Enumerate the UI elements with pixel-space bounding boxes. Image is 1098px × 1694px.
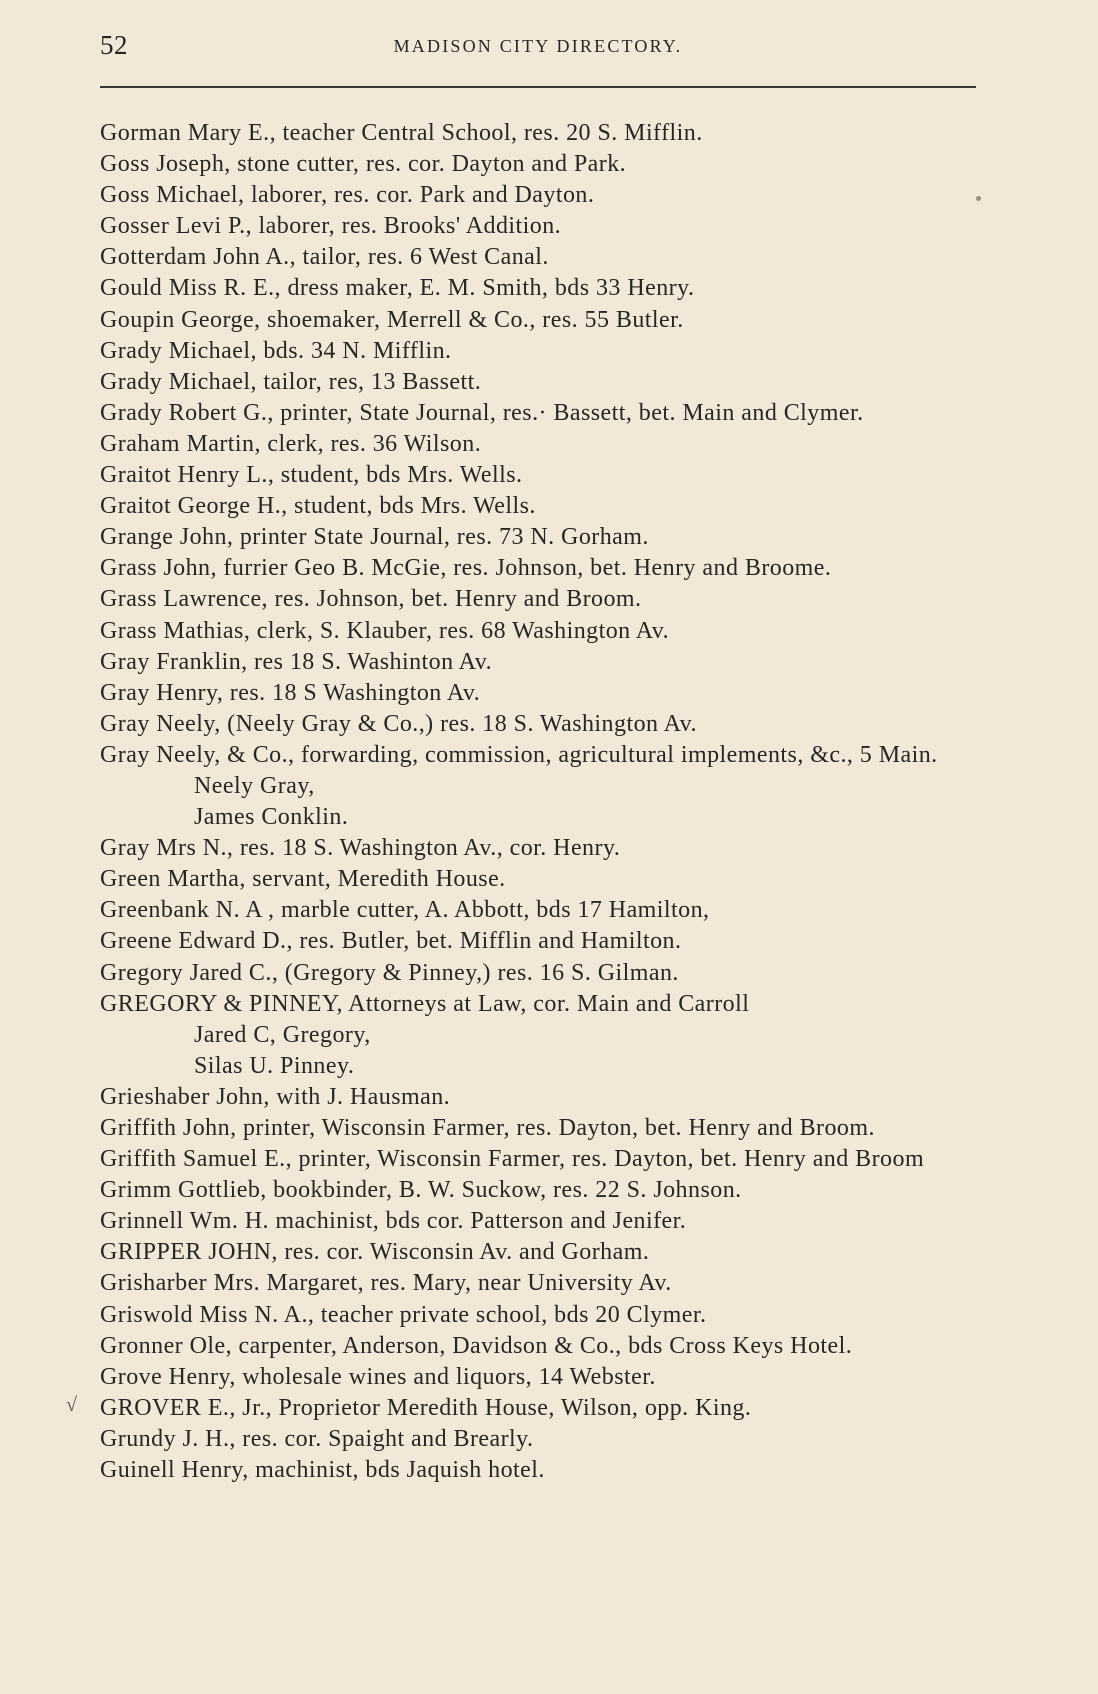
directory-entry: GROVER E., Jr., Proprietor Meredith House, Wilson, opp. King. [100, 1394, 752, 1421]
directory-entry: GRIPPER JOHN, res. cor. Wisconsin Av. and Gorham. [100, 1239, 650, 1266]
directory-entry: Grady Michael, tailor, res, 13 Bassett. [100, 368, 482, 395]
directory-entry: GREGORY & PINNEY, Attorneys at Law, cor. Main and Carroll [100, 990, 750, 1017]
directory-subentry: James Conklin. [194, 804, 349, 831]
directory-entry: Graitot Henry L., student, bds Mrs. Wells. [100, 462, 523, 489]
directory-entry: Grange John, printer State Journal, res. 73 N. Gorham. [100, 524, 649, 551]
directory-entry: Gotterdam John A., tailor, res. 6 West Canal. [100, 244, 549, 271]
directory-entry: Griffith John, printer, Wisconsin Farmer, res. Dayton, bet. Henry and Broom. [100, 1115, 875, 1141]
directory-entry: Goss Joseph, stone cutter, res. cor. Dayton and Park. [100, 151, 627, 178]
directory-entry: Graham Martin, clerk, res. 36 Wilson. [100, 430, 482, 457]
directory-entry: Gray Neely, & Co., forwarding, commission, agricultural implements, &c., 5 Main. [100, 741, 938, 768]
directory-entry: Gould Miss R. E., dress maker, E. M. Smith, bds 33 Henry. [100, 275, 695, 302]
directory-entry: Gray Neely, (Neely Gray & Co.,) res. 18 S. Washington Av. [100, 710, 697, 737]
margin-check-mark: √ [66, 1394, 77, 1416]
directory-entry: Gronner Ole, carpenter, Anderson, Davidson & Co., bds Cross Keys Hotel. [100, 1332, 853, 1359]
directory-entry: Guinell Henry, machinist, bds Jaquish hotel. [100, 1457, 545, 1484]
directory-entry: Grass Lawrence, res. Johnson, bet. Henry and Broom. [100, 586, 642, 613]
directory-entry: Grass John, furrier Geo B. McGie, res. Johnson, bet. Henry and Broome. [100, 555, 832, 582]
directory-entry: Grieshaber John, with J. Hausman. [100, 1083, 451, 1110]
directory-entry: Grundy J. H., res. cor. Spaight and Brearly. [100, 1425, 534, 1452]
directory-entry: Greenbank N. A , marble cutter, A. Abbott, bds 17 Hamilton, [100, 897, 710, 924]
directory-entry: Gregory Jared C., (Gregory & Pinney,) res. 16 S. Gilman. [100, 959, 679, 986]
directory-entry: Gray Mrs N., res. 18 S. Washington Av., cor. Henry. [100, 835, 621, 862]
directory-entry: Griswold Miss N. A., teacher private school, bds 20 Clymer. [100, 1301, 707, 1328]
directory-entry: Greene Edward D., res. Butler, bet. Mifflin and Hamilton. [100, 928, 682, 955]
directory-entry: Goss Michael, laborer, res. cor. Park and Dayton. [100, 182, 595, 209]
directory-entry: Griffith Samuel E., printer, Wisconsin Farmer, res. Dayton, bet. Henry and Broom [100, 1146, 925, 1173]
directory-entry: Gray Henry, res. 18 S Washington Av. [100, 679, 481, 706]
directory-entry: Gorman Mary E., teacher Central School, res. 20 S. Mifflin. [100, 120, 703, 146]
directory-entry: Grass Mathias, clerk, S. Klauber, res. 68 Washington Av. [100, 617, 670, 644]
directory-entry: Grimm Gottlieb, bookbinder, B. W. Suckow, res. 22 S. Johnson. [100, 1177, 742, 1204]
header-rule [100, 86, 976, 88]
page-header [100, 30, 976, 70]
directory-entries [100, 118, 980, 1486]
directory-entry: Green Martha, servant, Meredith House. [100, 866, 506, 893]
directory-entry: Grady Michael, bds. 34 N. Mifflin. [100, 337, 452, 364]
directory-subentry: Silas U. Pinney. [194, 1052, 355, 1079]
directory-subentry: Neely Gray, [194, 772, 315, 799]
page-number: 52 [100, 30, 128, 60]
directory-entry: Grisharber Mrs. Margaret, res. Mary, near University Av. [100, 1270, 672, 1297]
running-head: MADISON CITY DIRECTORY. [393, 36, 683, 56]
directory-entry: Grinnell Wm. H. machinist, bds cor. Patterson and Jenifer. [100, 1208, 687, 1235]
directory-entry: Gosser Levi P., laborer, res. Brooks' Addition. [100, 213, 562, 240]
directory-entry: Gray Franklin, res 18 S. Washinton Av. [100, 648, 493, 675]
directory-entry: Grady Robert G., printer, State Journal, res.· Bassett, bet. Main and Clymer. [100, 399, 864, 426]
directory-entry: Grove Henry, wholesale wines and liquors, 14 Webster. [100, 1363, 656, 1390]
directory-entry: Goupin George, shoemaker, Merrell & Co., res. 55 Butler. [100, 306, 684, 333]
directory-subentry: Jared C, Gregory, [194, 1021, 371, 1048]
directory-entry: Graitot George H., student, bds Mrs. Wells. [100, 493, 536, 520]
